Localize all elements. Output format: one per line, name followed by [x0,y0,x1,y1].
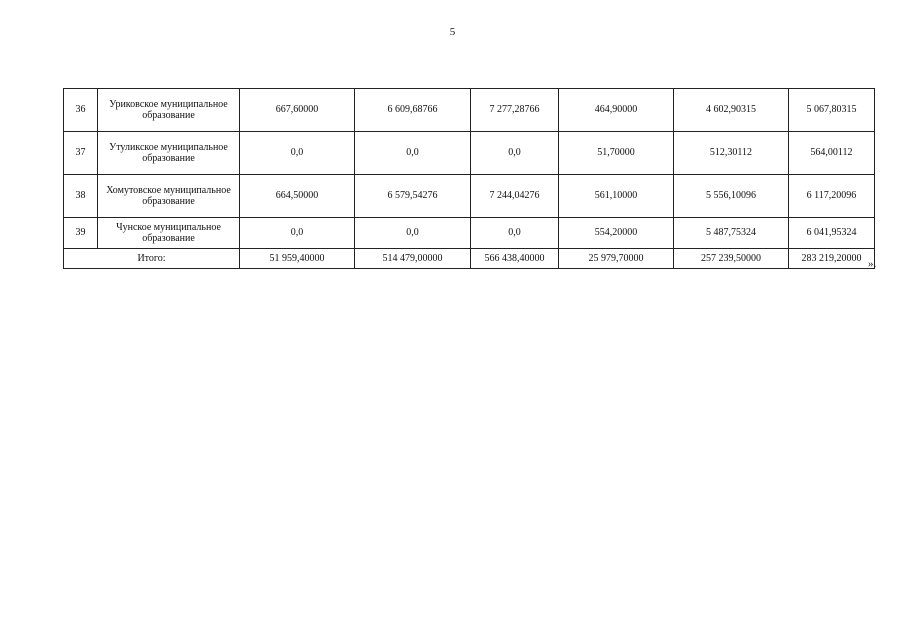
table-cell: 512,30112 [674,132,789,175]
table-cell: 464,90000 [559,89,674,132]
table-row [64,132,875,175]
municipality-name: Уриковское муниципальное образование [98,89,240,132]
municipality-name: Хомутовское муниципальное образование [98,175,240,218]
total-cell: 25 979,70000 [559,249,674,269]
table-cell: 667,60000 [240,89,355,132]
row-number: 36 [64,89,98,132]
row-number: 37 [64,132,98,175]
table-cell: 6 117,20096 [789,175,875,218]
total-label: Итого: [64,249,240,269]
total-row [64,249,875,269]
municipality-name: Утуликское муниципальное образование [98,132,240,175]
table-cell: 0,0 [471,132,559,175]
table-cell: 0,0 [471,218,559,249]
table-cell: 561,10000 [559,175,674,218]
table-cell: 7 244,04276 [471,175,559,218]
municipality-name: Чунское муниципальное образование [98,218,240,249]
closing-quote-mark: ». [868,258,877,270]
total-cell: 514 479,00000 [355,249,471,269]
table-cell: 6 041,95324 [789,218,875,249]
page-number: 5 [449,26,456,38]
table-cell: 6 579,54276 [355,175,471,218]
row-number: 38 [64,175,98,218]
table-cell: 564,00112 [789,132,875,175]
table-cell: 5 487,75324 [674,218,789,249]
table-cell: 4 602,90315 [674,89,789,132]
total-cell: 566 438,40000 [471,249,559,269]
allocation-table [63,88,875,269]
table-cell: 5 067,80315 [789,89,875,132]
table-cell: 664,50000 [240,175,355,218]
total-cell: 257 239,50000 [674,249,789,269]
table-cell: 51,70000 [559,132,674,175]
table-cell: 0,0 [240,218,355,249]
table-row [64,89,875,132]
row-number: 39 [64,218,98,249]
table-cell: 0,0 [240,132,355,175]
table-cell: 7 277,28766 [471,89,559,132]
table-row [64,218,875,249]
table-cell: 0,0 [355,132,471,175]
table-cell: 5 556,10096 [674,175,789,218]
table-cell: 0,0 [355,218,471,249]
table-cell: 6 609,68766 [355,89,471,132]
total-cell: 283 219,20000 [789,249,875,269]
total-cell: 51 959,40000 [240,249,355,269]
table-cell: 554,20000 [559,218,674,249]
table-row [64,175,875,218]
